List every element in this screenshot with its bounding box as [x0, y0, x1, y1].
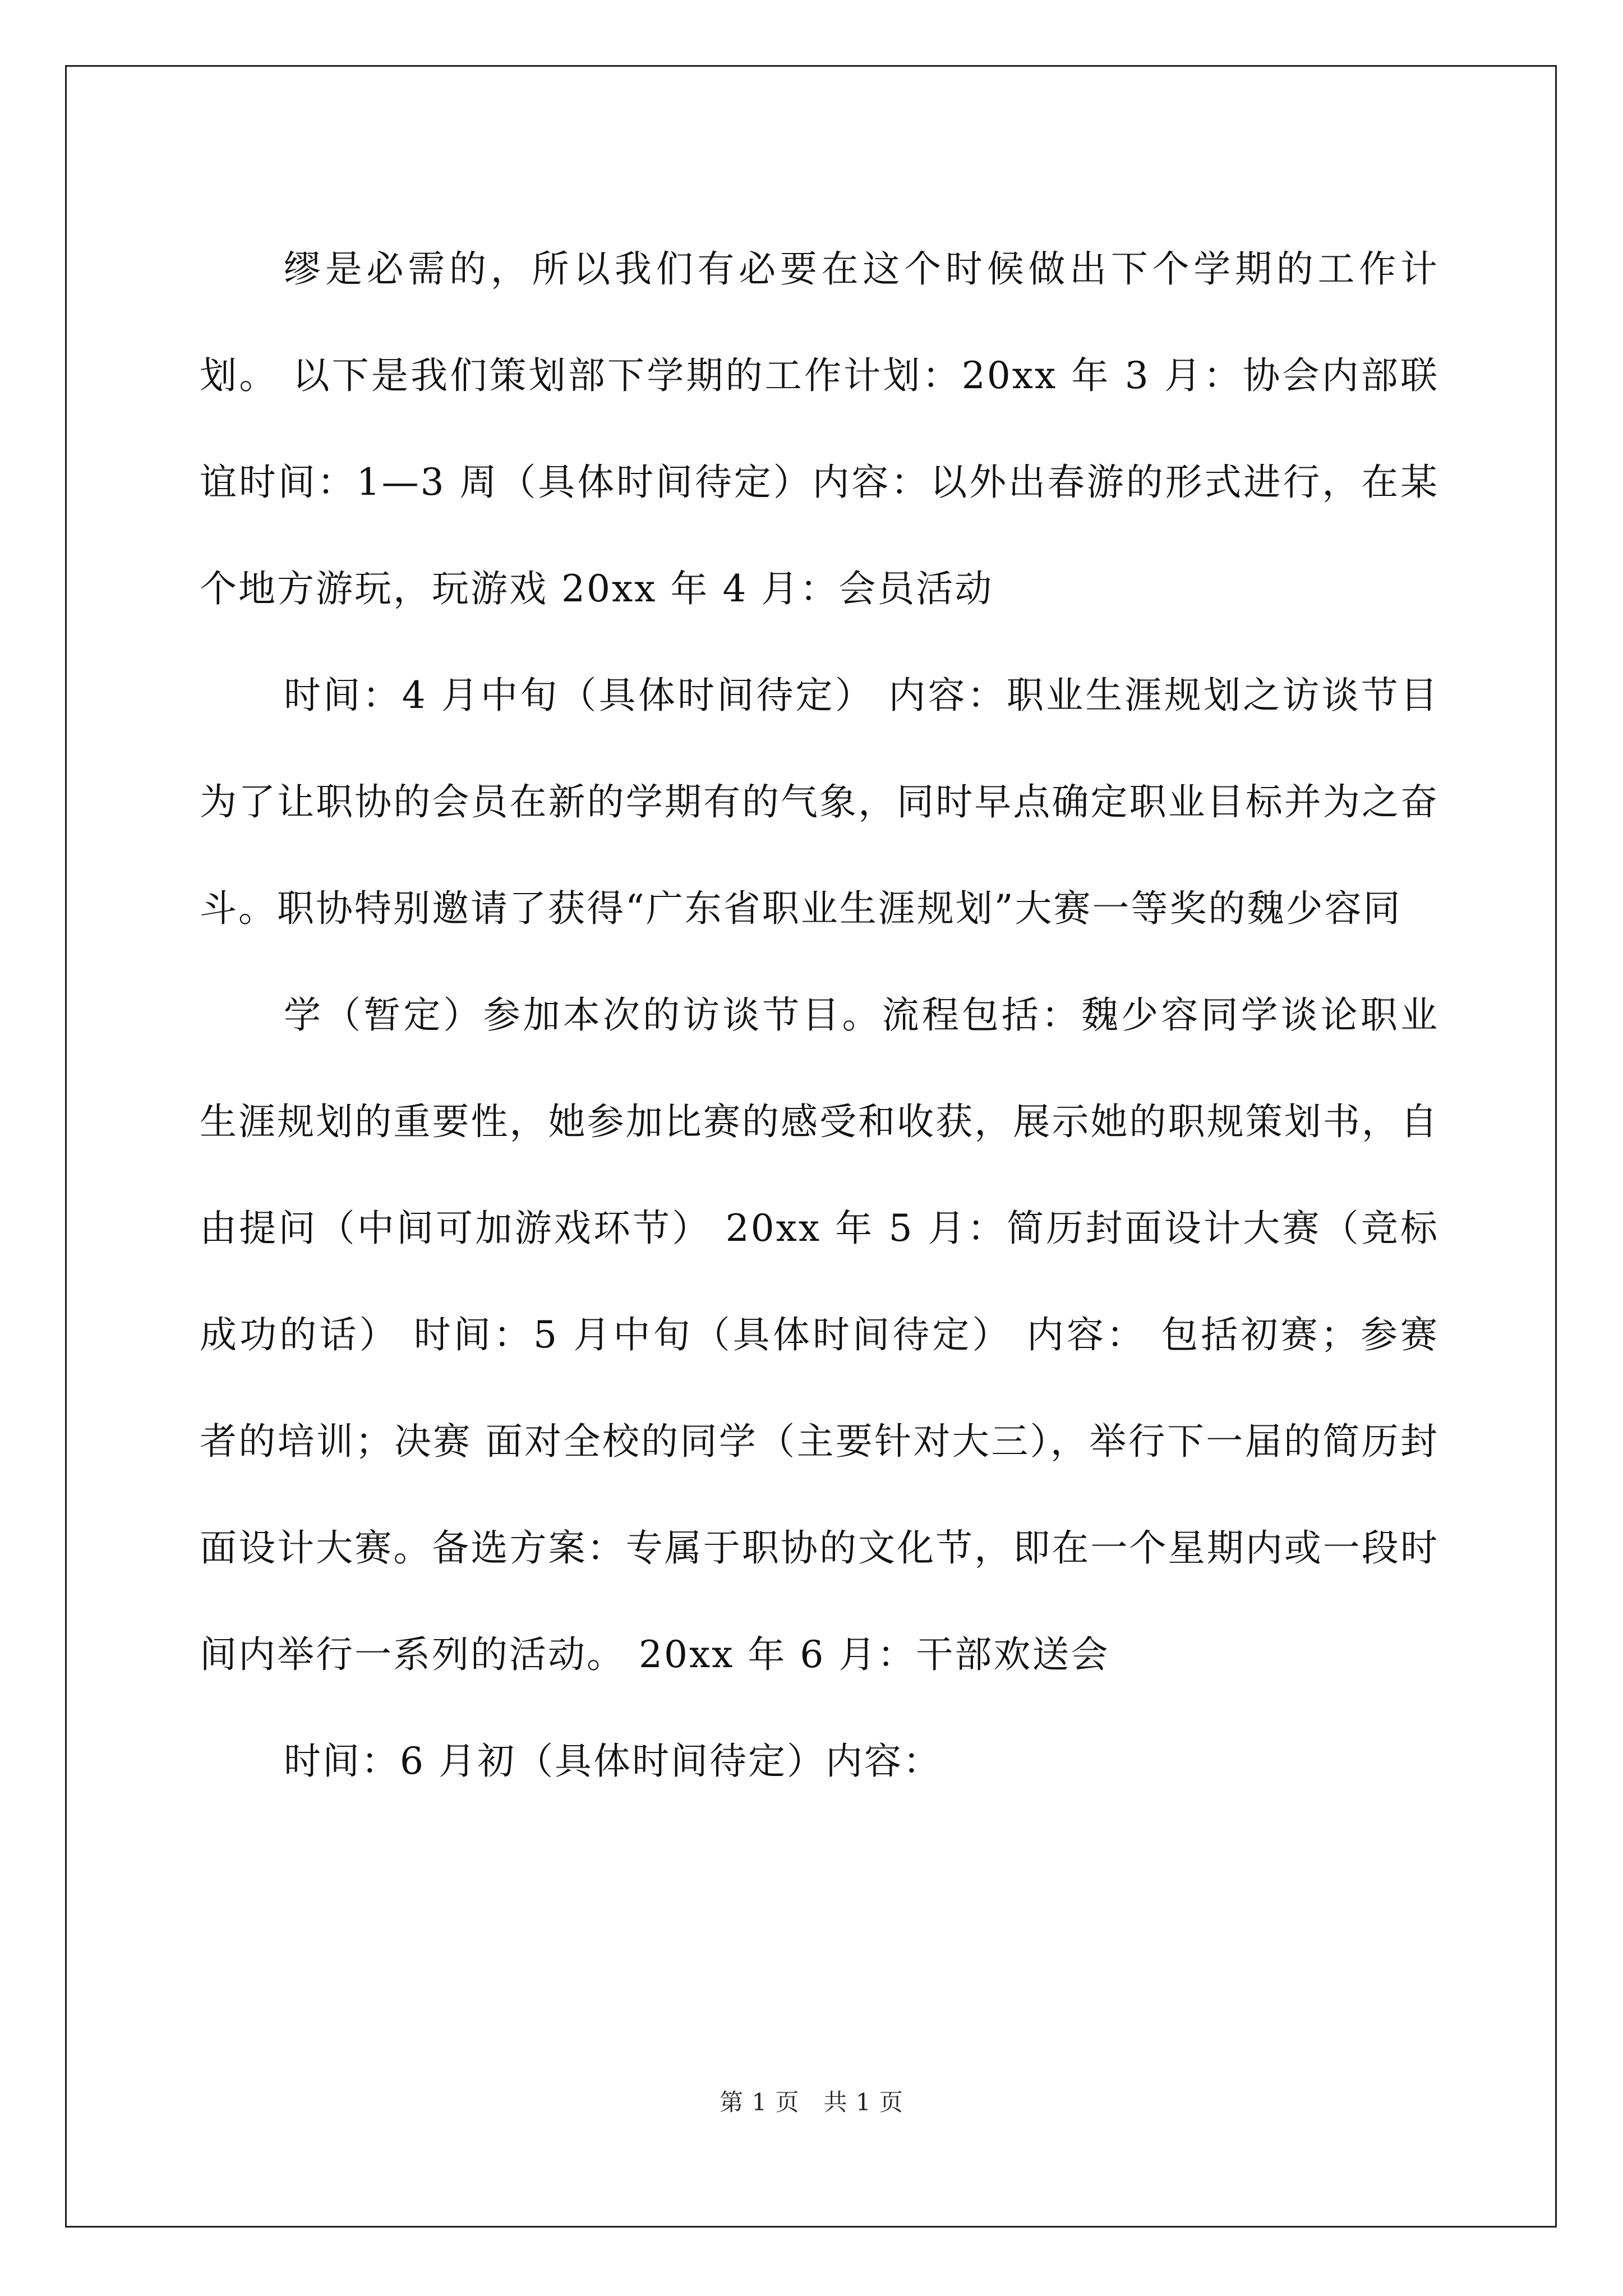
page-number-footer: 第 1 页 共 1 页 [720, 2088, 903, 2116]
paragraph: 学（暂定）参加本次的访谈节目。流程包括：魏少容同学谈论职业生涯规划的重要性，她参加比赛的感受和收获，展示她的职规策划书，自由提问（中间可加游戏环节） 20xx 年 5 月：简历封面设计大赛（竞标成功的话） 时间：5 月中旬（具体时间待定） 内容： 包括初赛；参赛者的培训；决赛 面对全校的同学（主要针对大三），举行下一届的简历封面设计大赛。备选方案：专属于职协的文化节，即在一个星期内或一段时间内举行一系列的活动。 20xx 年 6 月：干部欢送会 [200, 993, 1439, 1676]
paragraph: 缪是必需的，所以我们有必要在这个时候做出下个学期的工作计划。 以下是我们策划部下学期的工作计划：20xx 年 3 月：协会内部联谊时间：1—3 周（具体时间待定）内容：以外出春游的形式进行，在某个地方游玩，玩游戏 20xx 年 4 月：会员活动 [200, 247, 1439, 610]
document-body [200, 216, 1439, 1815]
paragraph: 时间：6 月初（具体时间待定）内容： [284, 1740, 942, 1783]
paragraph: 时间：4 月中旬（具体时间待定） 内容：职业生涯规划之访谈节目为了让职协的会员在新的学期有的气象，同时早点确定职业目标并为之奋斗。职协特别邀请了获得“广东省职业生涯规划”大赛一等奖的魏少容同 [200, 674, 1439, 930]
